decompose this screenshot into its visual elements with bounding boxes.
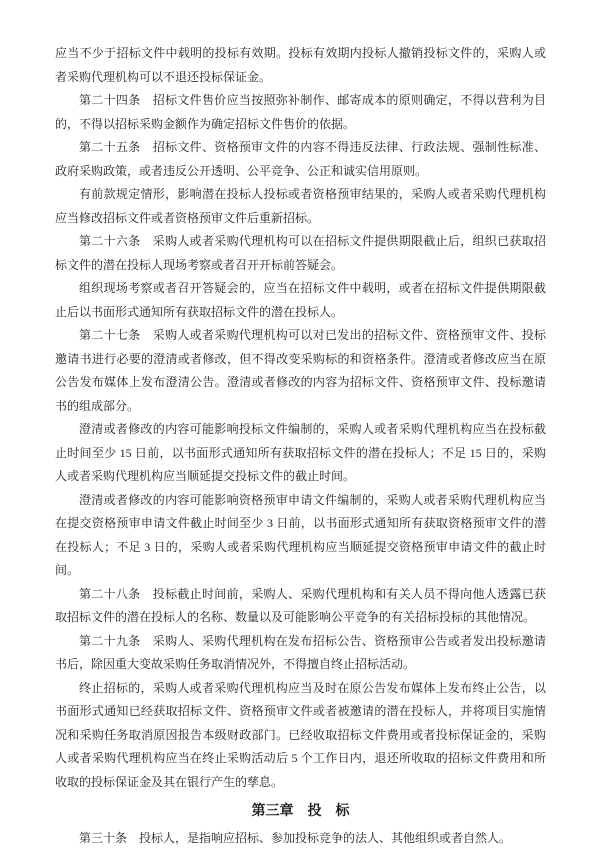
paragraph-article-25-2: 有前款规定情形，影响潜在投标人投标或者资格预审结果的，采购人或者采购代理机构应当修改招标文件或者资格预审文件后重新招标。 — [55, 187, 546, 225]
paragraph-article-30: 第三十条 投标人，是指响应招标、参加投标竞争的法人、其他组织或者自然人。 — [79, 830, 512, 845]
paragraph-article-27-3: 澄清或者修改的内容可能影响资格预审申请文件编制的，采购人或者采购代理机构应当在提交资格预审申请文件截止时间至少 3 日前，以书面形式通知所有获取资格预审文件的潜在投标人；不足 3 日的，采购人或者采购代理机构应当顺延提交资格预审申请文件的截止时间。 — [55, 492, 546, 577]
paragraph-article-27: 第二十七条 采购人或者采购代理机构可以对已发出的招标文件、资格预审文件、投标邀请书进行必要的澄清或者修改，但不得改变采购标的和资格条件。澄清或者修改应当在原公告发布媒体上发布澄清公告。澄清或者修改的内容为招标文件、资格预审文件、投标邀请书的组成部分。 — [55, 328, 546, 413]
paragraph-article-29-2: 终止招标的，采购人或者采购代理机构应当及时在原公告发布媒体上发布终止公告，以书面形式通知已经获取招标文件、资格预审文件或者被邀请的潜在投标人，并将项目实施情况和采购任务取消原因报告本级财政部门。已经收取招标文件费用或者投标保证金的，采购人或者采购代理机构应当在终止采购活动后 5 个工作日内，退还所收取的招标文件费用和所收取的投标保证金及其在银行产生的孳息。 — [55, 680, 546, 789]
paragraph-article-28: 第二十八条 投标截止时间前，采购人、采购代理机构和有关人员不得向他人透露已获取招标文件的潜在投标人的名称、数量以及可能影响公平竞争的有关招标投标的其他情况。 — [55, 586, 546, 624]
paragraph-article-24: 第二十四条 招标文件售价应当按照弥补制作、邮寄成本的原则确定，不得以营利为目的，不得以招标采购金额作为确定招标文件售价的依据。 — [55, 93, 546, 131]
document-body — [55, 42, 546, 848]
paragraph-article-27-2: 澄清或者修改的内容可能影响投标文件编制的，采购人或者采购代理机构应当在投标截止时间至少 15 日前，以书面形式通知所有获取招标文件的潜在投标人；不足 15 日的，采购人或者采购代理机构应当顺延提交投标文件的截止时间。 — [55, 422, 546, 483]
paragraph-continuation: 应当不少于招标文件中载明的投标有效期。投标有效期内投标人撤销投标文件的，采购人或者采购代理机构可以不退还投标保证金。 — [55, 46, 546, 84]
paragraph-article-26-2: 组织现场考察或者召开答疑会的，应当在招标文件中载明，或者在招标文件提供期限截止后以书面形式通知所有获取招标文件的潜在投标人。 — [55, 281, 546, 319]
paragraph-article-29: 第二十九条 采购人、采购代理机构在发布招标公告、资格预审公告或者发出投标邀请书后，除因重大变故采购任务取消情况外，不得擅自终止招标活动。 — [55, 633, 546, 671]
paragraph-article-26: 第二十六条 采购人或者采购代理机构可以在招标文件提供期限截止后，组织已获取招标文件的潜在投标人现场考察或者召开开标前答疑会。 — [55, 234, 546, 272]
chapter-3-heading: 第三章 投 标 — [251, 804, 350, 819]
paragraph-article-25: 第二十五条 招标文件、资格预审文件的内容不得违反法律、行政法规、强制性标准、政府采购政策，或者违反公开透明、公平竞争、公正和诚实信用原则。 — [55, 140, 546, 178]
